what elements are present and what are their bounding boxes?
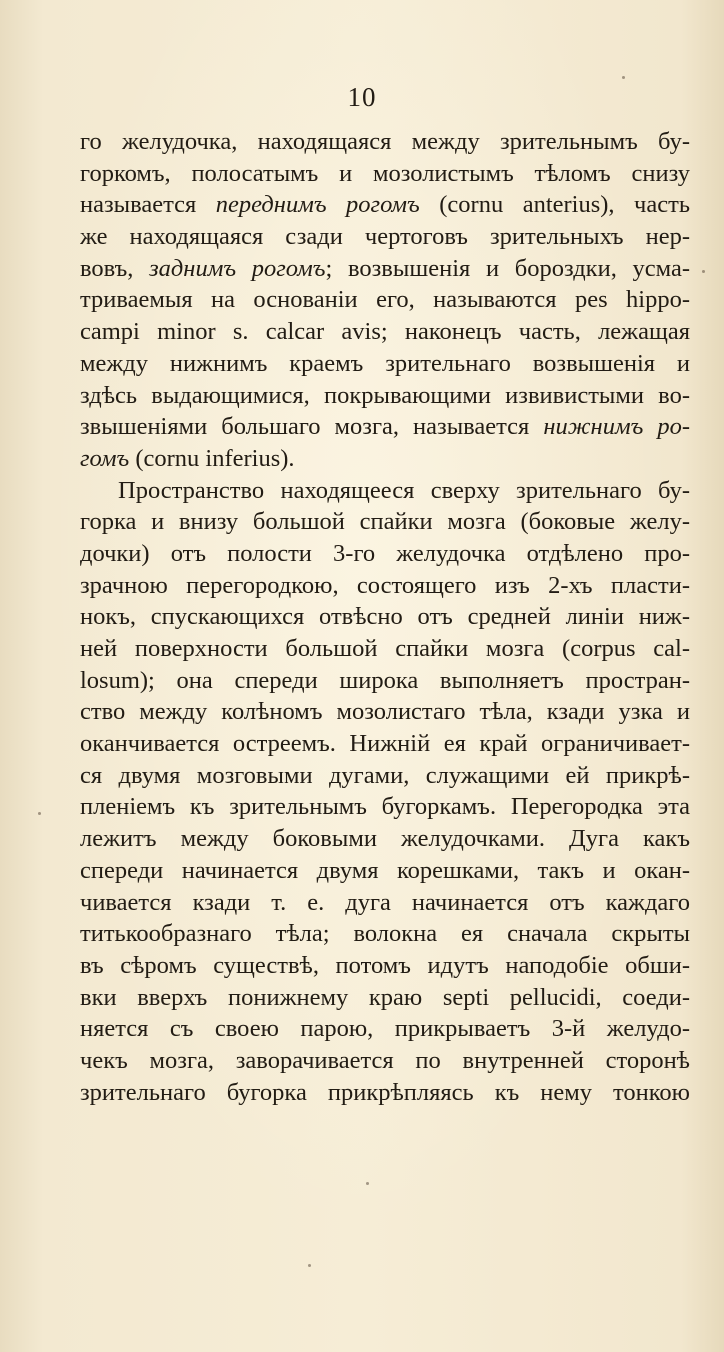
- text-line: [80, 570, 690, 602]
- text-segment: ; возвышенія и бороздки, усма-: [325, 254, 690, 282]
- text-line: [80, 696, 690, 728]
- text-line: [80, 950, 690, 982]
- italic-term: заднимъ рогомъ: [149, 254, 326, 282]
- text-segment: зрачною перегородкою, состоящего изъ 2-хъ пласти-: [80, 571, 690, 599]
- text-segment: звышеніями большаго мозга, называется: [80, 413, 544, 441]
- text-line: [80, 1013, 690, 1045]
- paper-speck: [366, 1182, 369, 1185]
- text-segment: горка и внизу большой спайки мозга (боковые желу-: [80, 508, 690, 536]
- text-segment: го желудочка, находящаяся между зрительнымъ бу-: [80, 128, 690, 155]
- text-segment: горкомъ, полосатымъ и мозолистымъ тѣломъ снизу: [80, 159, 690, 187]
- text-line: [80, 253, 690, 285]
- text-line: [80, 601, 690, 633]
- paragraph: [80, 475, 690, 1109]
- paper-speck: [702, 270, 705, 273]
- text-segment: Пространство находящееся сверху зрительнаго бу-: [118, 476, 690, 504]
- text-segment: же находящаяся сзади чертоговъ зрительныхъ нер-: [80, 223, 690, 251]
- text-segment: между нижнимъ краемъ зрительнаго возвышенія и: [80, 349, 690, 377]
- text-line: [80, 918, 690, 950]
- italic-term: нижнимъ ро-: [543, 413, 690, 441]
- text-line: [80, 380, 690, 412]
- text-segment: оканчивается остреемъ. Нижній ея край ограничивает-: [80, 730, 690, 758]
- text-segment: вовъ,: [80, 254, 150, 282]
- text-line: [80, 728, 690, 760]
- paper-speck: [622, 76, 625, 79]
- text-line: [80, 982, 690, 1014]
- text-line: [80, 665, 690, 697]
- text-segment: зрительнаго бугорка прикрѣпляясь къ нему тонкою: [80, 1078, 690, 1106]
- text-segment: ней поверхности большой спайки мозга (corpus cal-: [80, 635, 690, 662]
- text-line: [80, 823, 690, 855]
- text-line: [80, 1077, 690, 1109]
- paper-speck: [308, 1264, 311, 1267]
- text-segment: вки вверхъ понижнему краю septi pellucidi, соеди-: [80, 983, 690, 1011]
- text-line: [80, 506, 690, 538]
- text-line: [80, 760, 690, 792]
- text-segment: триваемыя на основаніи его, называются pes hippo-: [80, 286, 690, 314]
- italic-term: гомъ: [80, 444, 130, 472]
- text-line: [80, 1045, 690, 1077]
- text-line: [80, 348, 690, 380]
- text-line: [80, 126, 690, 158]
- text-segment: чивается кзади т. е. дуга начинается отъ каждаго: [80, 888, 690, 916]
- text-line: [80, 791, 690, 823]
- text-line: [80, 633, 690, 665]
- text-segment: пленіемъ къ зрительнымъ бугоркамъ. Перегородка эта: [80, 793, 690, 821]
- text-line: [80, 475, 690, 507]
- page-number: 10: [347, 82, 377, 112]
- text-line: [80, 316, 690, 348]
- text-segment: ство между колѣномъ мозолистаго тѣла, кзади узка и: [80, 698, 690, 726]
- text-segment: (cornu anterius), часть: [419, 191, 690, 219]
- text-segment: дочки) отъ полости 3-го желудочка отдѣлено про-: [80, 539, 690, 567]
- paper-speck: [38, 812, 41, 815]
- text-segment: лежитъ между боковыми желудочками. Дуга какъ: [80, 825, 690, 853]
- text-segment: въ сѣромъ существѣ, потомъ идутъ наподобіе обши-: [80, 951, 690, 979]
- body-text: [80, 126, 690, 1108]
- text-line: [80, 887, 690, 919]
- text-line: [80, 538, 690, 570]
- text-segment: спереди начинается двумя корешками, такъ и окан-: [80, 856, 690, 884]
- text-segment: чекъ мозга, заворачивается по внутренней сторонѣ: [80, 1046, 690, 1074]
- text-line: [80, 411, 690, 443]
- text-line: [80, 284, 690, 316]
- text-segment: здѣсь выдающимися, покрывающими извивистыми во-: [80, 381, 690, 409]
- text-segment: (cornu inferius).: [129, 444, 295, 472]
- text-segment: титькообразнаго тѣла; волокна ея сначала скрыты: [80, 920, 690, 948]
- text-segment: ся двумя мозговыми дугами, служащими ей прикрѣ-: [80, 761, 690, 789]
- text-segment: няется съ своею парою, прикрываетъ 3-й желудо-: [80, 1015, 690, 1043]
- text-line: [80, 189, 690, 221]
- text-line: [80, 221, 690, 253]
- text-segment: losum); она спереди широка выполняетъ простран-: [80, 666, 690, 694]
- text-line: [80, 855, 690, 887]
- text-line: [80, 158, 690, 190]
- text-segment: называется: [80, 191, 216, 219]
- paragraph: [80, 126, 690, 475]
- text-segment: campi minor s. calcar avis; наконецъ часть, лежащая: [80, 318, 690, 346]
- text-line: [80, 443, 690, 475]
- italic-term: переднимъ рогомъ: [215, 191, 420, 219]
- text-segment: нокъ, спускающихся отвѣсно отъ средней линіи ниж-: [80, 603, 690, 631]
